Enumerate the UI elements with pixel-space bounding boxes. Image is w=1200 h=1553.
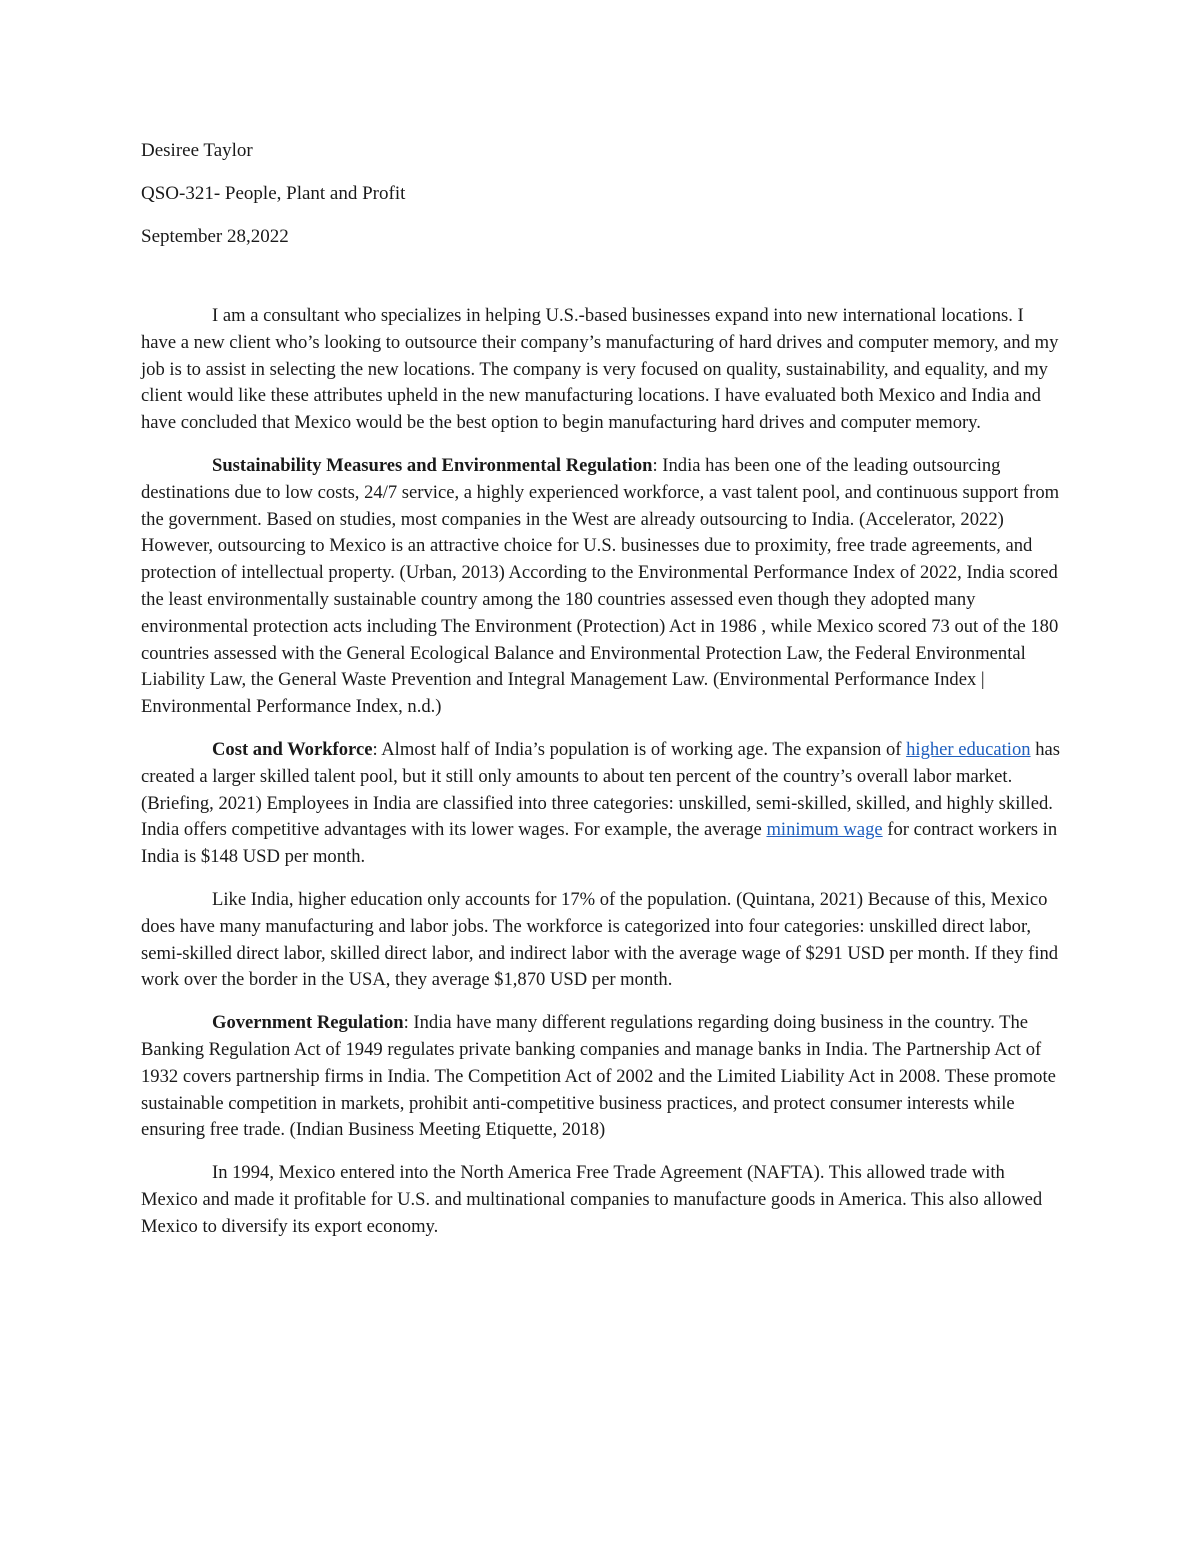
sustainability-text: : India has been one of the leading outsourcing destinations due to low costs, 24/7 service, a highly experienced workforce, a vast talent pool, and continuous support from the government. Based on studies, most companies in the West are already outsourcing to India. (Accelerator, 2022) However, outsourcing to Mexico is an attractive choice for U.S. businesses due to proximity, free trade agreements, and protection of intellectual property. (Urban, 2013) According to the Environmental Performance Index of 2022, India scored the least environmentally sustainable country among the 180 countries assessed even though they adopted many environmental protection acts including The Environment (Protection) Act in 1986 , while Mexico scored 73 out of the 180 countries assessed with the General Ecological Balance and Environmental Protection Law, the Federal Environmental Liability Law, the General Waste Prevention and Integral Management Law. (Environmental Performance Index | Environmental Performance Index, n.d.) bbox=[141, 454, 1060, 718]
government-paragraph bbox=[141, 1010, 1061, 1144]
course-title: QSO-321- People, Plant and Profit bbox=[141, 183, 406, 204]
author-name: Desiree Taylor bbox=[141, 140, 253, 161]
document-date: September 28,2022 bbox=[141, 226, 289, 247]
government-text: : India have many different regulations regarding doing business in the country. The Banking Regulation Act of 1949 regulates private banking companies and manage banks in India. The Partnership Act of 1932 covers partnership firms in India. The Competition Act of 2002 and the Limited Liability Act in 2008. These promote sustainable competition in markets, prohibit anti-competitive business practices, and protect consumer interests while ensuring free trade. (Indian Business Meeting Etiquette, 2018) bbox=[141, 1012, 1056, 1141]
intro-paragraph: I am a consultant who specializes in helping U.S.-based businesses expand into new international locations. I have a new client who’s looking to outsource their company’s manufacturing of hard drives and computer memory, and my job is to assist in selecting the new locations. The company is very focused on quality, sustainability, and equality, and my client would like these attributes upheld in the new manufacturing locations. I have evaluated both Mexico and India and have concluded that Mexico would be the best option to begin manufacturing hard drives and computer memory. bbox=[141, 305, 1059, 434]
cost-heading: Cost and Workforce bbox=[212, 738, 373, 760]
minimum-wage-link[interactable]: minimum wage bbox=[766, 819, 883, 841]
sustainability-paragraph bbox=[141, 453, 1061, 721]
document-page bbox=[141, 138, 1061, 1257]
cost-text-b: has created a larger skilled talent pool, but it still only amounts to about ten percent of the country’s overall labor market. (Briefing, 2021) Employees in India are classified into three categories: unskilled, semi-skilled, skilled, and highly skilled. India offers competitive advantages with its lower wages. For example, the average bbox=[141, 738, 1060, 841]
higher-education-link[interactable]: higher education bbox=[906, 738, 1031, 760]
nafta-paragraph: In 1994, Mexico entered into the North America Free Trade Agreement (NAFTA). This allowed trade with Mexico and made it profitable for U.S. and multinational companies to manufacture goods in America. This also allowed Mexico to diversify its export economy. bbox=[141, 1162, 1043, 1237]
cost-paragraph bbox=[141, 737, 1061, 871]
government-heading: Government Regulation bbox=[212, 1012, 404, 1034]
document-body bbox=[141, 303, 1061, 1241]
sustainability-heading: Sustainability Measures and Environmental Regulation bbox=[212, 454, 653, 476]
mexico-workforce-paragraph: Like India, higher education only accounts for 17% of the population. (Quintana, 2021) Because of this, Mexico does have many manufacturing and labor jobs. The workforce is categorized into four categories: unskilled direct labor, semi-skilled direct labor, skilled direct labor, and indirect labor with the average wage of $291 USD per month. If they find work over the border in the USA, they average $1,870 USD per month. bbox=[141, 888, 1059, 991]
cost-text-a: : Almost half of India’s population is of working age. The expansion of bbox=[372, 738, 907, 760]
cost-text-c: for contract workers in India is $148 USD per month. bbox=[141, 819, 1058, 868]
